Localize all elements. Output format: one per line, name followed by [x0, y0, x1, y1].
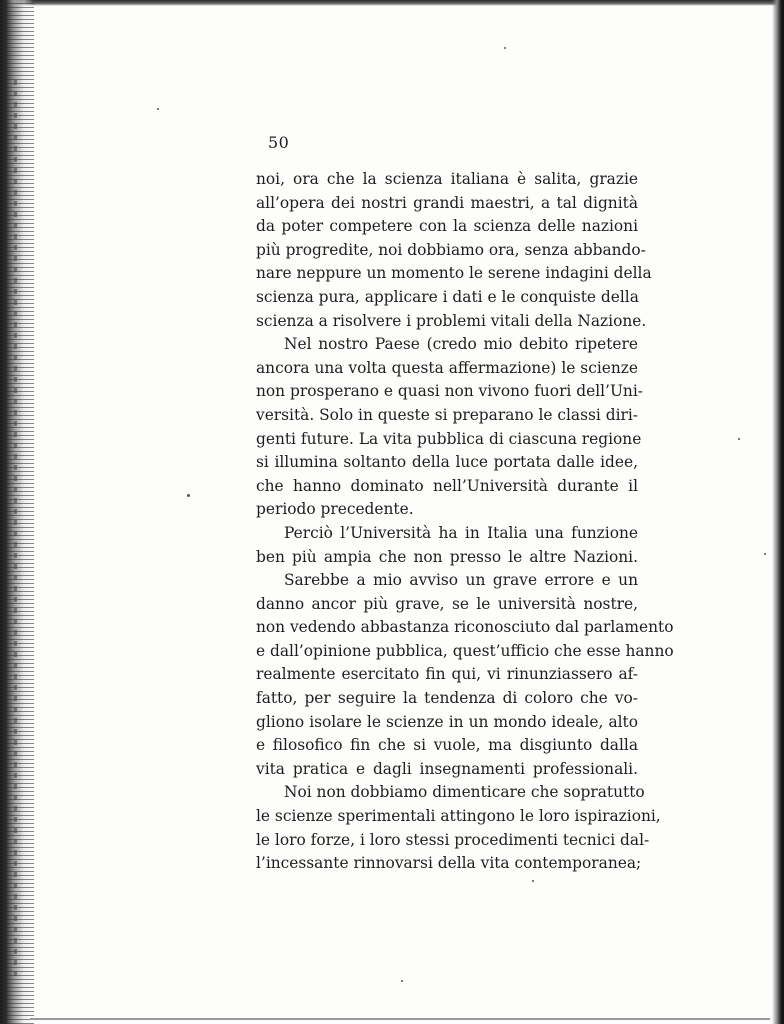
text-line: vita pratica e dagli insegnamenti professionali. — [256, 759, 638, 778]
text-line: non prosperano e quasi non vivono fuori dell’Uni- — [256, 382, 643, 401]
text-line: che hanno dominato nell’Università durante il — [256, 476, 638, 495]
text-line: Sarebbe a mio avviso un grave errore e un — [284, 571, 638, 590]
text-line: fatto, per seguire la tendenza di coloro che vo- — [256, 689, 638, 708]
text-line: non vedendo abbastanza riconosciuto dal parlamento — [256, 618, 674, 637]
bottom-page-edge — [30, 1018, 770, 1020]
text-line: Nel nostro Paese (credo mio debito ripetere — [284, 335, 638, 354]
text-line: scienza pura, applicare i dati e le conquiste della — [256, 287, 639, 306]
paper-speck — [401, 980, 403, 982]
paper-speck — [157, 108, 159, 110]
text-line: Perciò l’Università ha in Italia una funzione — [284, 523, 638, 542]
text-line: realmente esercitato fin qui, vi rinunziassero af- — [256, 665, 638, 684]
text-line: noi, ora che la scienza italiana è salita, grazie — [256, 170, 638, 188]
paper-speck — [504, 47, 506, 49]
paper-speck — [532, 880, 534, 882]
text-line: ben più ampia che non presso le altre Nazioni. — [256, 547, 638, 566]
text-line: le scienze sperimentali attingono le loro ispirazioni, — [256, 807, 661, 826]
body-text — [256, 168, 674, 876]
text-line: scienza a risolvere i problemi vitali della Nazione. — [256, 311, 647, 330]
text-line: Noi non dobbiamo dimenticare che sopratutto — [284, 783, 645, 802]
paper-speck — [738, 438, 740, 440]
text-line: da poter competere con la scienza delle nazioni — [256, 217, 638, 236]
right-page-edge — [772, 0, 784, 1024]
text-line: ancora una volta questa affermazione) le scienze — [256, 358, 638, 377]
text-line: e filosofico fin che si vuole, ma disgiunto dalla — [256, 736, 638, 755]
text-line: e dall’opinione pubblica, quest’ufficio che esse hanno — [256, 641, 674, 660]
book-binding-edge — [0, 0, 34, 1024]
page-number: 50 — [268, 133, 290, 152]
text-line: più progredite, noi dobbiamo ora, senza abbando- — [256, 240, 646, 259]
text-line: l’incessante rinnovarsi della vita contemporanea; — [256, 854, 642, 873]
text-line: le loro forze, i loro stessi procedimenti tecnici dal- — [256, 830, 650, 849]
top-page-edge — [0, 0, 784, 6]
text-line: gliono isolare le scienze in un mondo ideale, alto — [256, 712, 638, 731]
text-line: versità. Solo in queste si preparano le classi diri- — [256, 405, 638, 424]
paper-speck — [187, 494, 190, 497]
paper-speck — [764, 553, 766, 555]
text-line: nare neppure un momento le serene indagini della — [256, 264, 652, 283]
text-line: si illumina soltanto della luce portata dalle idee, — [256, 453, 638, 472]
text-line: danno ancor più grave, se le università nostre, — [256, 594, 638, 613]
text-line: genti future. La vita pubblica di ciascuna regione — [256, 429, 642, 448]
text-line: periodo precedente. — [256, 500, 414, 519]
text-line: all’opera dei nostri grandi maestri, a tal dignità — [256, 193, 638, 212]
